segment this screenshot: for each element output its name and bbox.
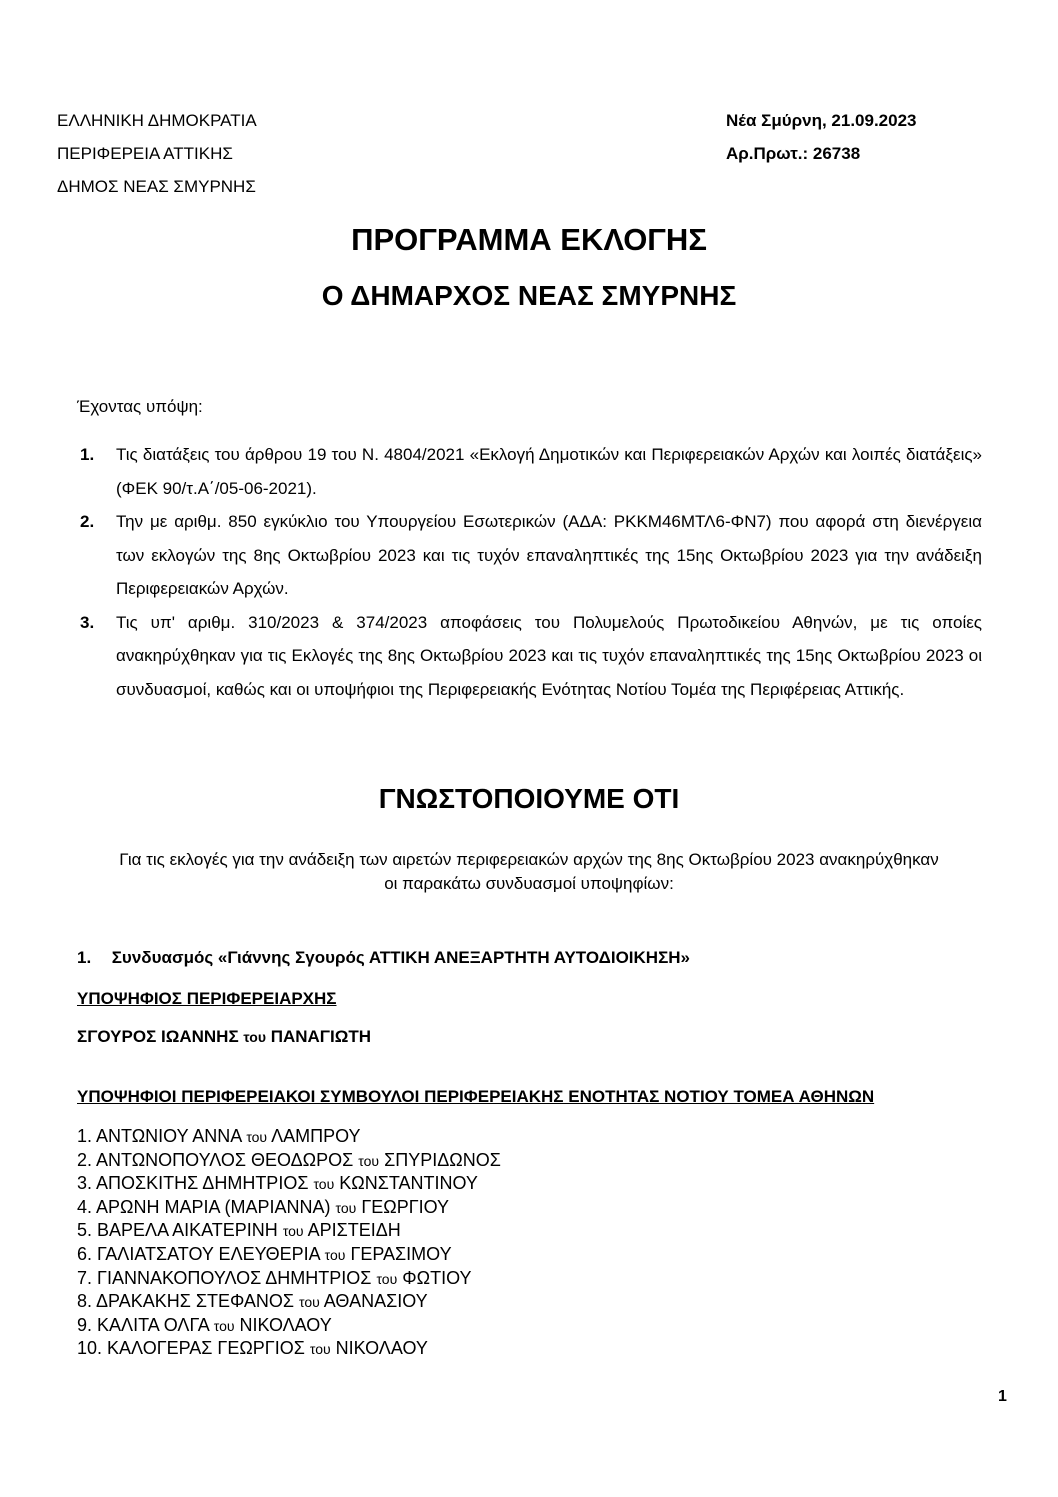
- list-item: [77, 1267, 501, 1291]
- candidate-father: ΓΕΡΑΣΙΜΟΥ: [350, 1243, 452, 1264]
- candidate-name: ΚΑΛΙΤΑ ΟΛΓΑ: [97, 1314, 209, 1335]
- announcement-heading: ΓΝΩΣΤΟΠΟΙΟΥΜΕ ΟΤΙ: [378, 783, 680, 814]
- candidate-tou: του: [309, 1341, 331, 1358]
- candidate-father: ΑΘΑΝΑΣΙΟΥ: [323, 1291, 428, 1312]
- candidate-father: ΦΩΤΙΟΥ: [402, 1267, 472, 1288]
- consideration-number: 1.: [80, 445, 95, 464]
- candidate-father: ΣΠΥΡΙΔΩΝΟΣ: [384, 1149, 501, 1170]
- list-item: [77, 1172, 501, 1196]
- candidate-number: 3.: [77, 1173, 93, 1194]
- candidate-father: ΑΡΙΣΤΕΙΔΗ: [307, 1220, 401, 1241]
- candidate-tou: του: [213, 1317, 235, 1334]
- candidate-number: 9.: [77, 1314, 93, 1335]
- candidate-number: 5.: [77, 1220, 93, 1241]
- candidate-tou: του: [335, 1199, 357, 1216]
- candidate-name: ΑΡΩΝΗ ΜΑΡΙΑ (ΜΑΡΙΑΝΝΑ): [96, 1196, 331, 1217]
- document-meta: [726, 104, 917, 170]
- candidate-father: ΝΙΚΟΛΑΟΥ: [335, 1338, 428, 1359]
- page-number: 1: [998, 1388, 1007, 1405]
- candidate-tou: του: [358, 1152, 380, 1169]
- governor-father: ΠΑΝΑΓΙΩΤΗ: [270, 1027, 372, 1046]
- list-item: [77, 1219, 501, 1243]
- governor-name: ΣΓΟΥΡΟΣ ΙΩΑΝΝΗΣ: [77, 1027, 239, 1046]
- consideration-number: 3.: [80, 612, 95, 632]
- list-item: [77, 1149, 501, 1173]
- candidate-number: 10.: [77, 1338, 103, 1359]
- governor-candidate-name: [77, 1027, 371, 1047]
- candidate-tou: του: [246, 1129, 268, 1145]
- candidate-name: ΔΡΑΚΑΚΗΣ ΣΤΕΦΑΝΟΣ: [96, 1291, 294, 1312]
- consideration-item: [80, 606, 982, 707]
- consideration-item: [80, 505, 982, 606]
- candidate-tou: του: [313, 1176, 335, 1193]
- candidate-name: ΒΑΡΕΛΑ ΑΙΚΑΤΕΡΙΝΗ: [97, 1220, 278, 1241]
- council-candidates-heading: ΥΠΟΨΗΦΙΟΙ ΠΕΡΙΦΕΡΕΙΑΚΟΙ ΣΥΜΒΟΥΛΟΙ ΠΕΡΙΦΕΡΕΙΑΚΗΣ ΕΝΟΤΗΤΑΣ ΝΟΤΙΟΥ ΤΟΜΕΑ ΑΘΗΝΩΝ: [77, 1087, 875, 1106]
- considerations-list: [80, 438, 982, 706]
- candidate-name: ΑΠΟΣΚΙΤΗΣ ΔΗΜΗΤΡΙΟΣ: [96, 1173, 309, 1194]
- candidate-tou: του: [282, 1223, 304, 1240]
- candidate-number: 7.: [77, 1267, 93, 1288]
- candidate-number: 8.: [77, 1291, 93, 1312]
- list-item: [77, 1243, 501, 1267]
- issuer-municipality: ΔΗΜΟΣ ΝΕΑΣ ΣΜΥΡΝΗΣ: [57, 177, 256, 196]
- candidate-name: ΓΙΑΝΝΑΚΟΠΟΥΛΟΣ ΔΗΜΗΤΡΙΟΣ: [97, 1267, 372, 1288]
- candidate-name: ΚΑΛΟΓΕΡΑΣ ΓΕΩΡΓΙΟΣ: [107, 1338, 305, 1359]
- coalition-title: [77, 948, 690, 968]
- candidate-tou: του: [324, 1246, 346, 1263]
- candidate-name: ΓΑΛΙΑΤΣΑΤΟΥ ΕΛΕΥΘΕΡΙΑ: [97, 1243, 320, 1264]
- announcement-line-2: οι παρακάτω συνδυασμοί υποψηφίων:: [384, 874, 674, 893]
- coalition-number: 1.: [77, 948, 92, 967]
- issuer-country: ΕΛΛΗΝΙΚΗ ΔΗΜΟΚΡΑΤΙΑ: [57, 111, 257, 130]
- consideration-text: Την με αριθμ. 850 εγκύκλιο του Υπουργείου Εσωτερικών (ΑΔΑ: ΡΚΚΜ46ΜΤΛ6-ΦΝ7) που αφορά στη διενέργεια των εκλογών της 8ης Οκτωβρίου 2023 και τις τυχόν επαναληπτικές της 15ης Οκτωβρίου 2023 για την ανάδειξη Περιφερειακών Αρχών.: [116, 512, 982, 598]
- candidate-tou: του: [299, 1294, 320, 1311]
- list-item: [77, 1290, 501, 1314]
- protocol-number: Αρ.Πρωτ.: 26738: [726, 144, 861, 163]
- issuer-block: [57, 104, 257, 203]
- issuer-region: ΠΕΡΙΦΕΡΕΙΑ ΑΤΤΙΚΗΣ: [57, 144, 233, 163]
- coalition-name: Συνδυασμός «Γιάννης Σγουρός ΑΤΤΙΚΗ ΑΝΕΞΑΡΤΗΤΗ ΑΥΤΟΔΙΟΙΚΗΣΗ»: [111, 948, 690, 967]
- candidate-name: ΑΝΤΩΝΟΠΟΥΛΟΣ ΘΕΟΔΩΡΟΣ: [96, 1149, 354, 1170]
- document-title: ΠΡΟΓΡΑΜΜΑ ΕΚΛΟΓΗΣ: [351, 222, 707, 257]
- consideration-text: Τις υπ' αριθμ. 310/2023 & 374/2023 αποφάσεις του Πολυμελούς Πρωτοδικείου Αθηνών, με τις οποίες ανακηρύχθηκαν για τις Εκλογές της 8ης Οκτωβρίου 2023 και τις τυχόν επαναληπτικές της 15ης Οκτωβρίου 2023 οι συνδυασμοί, καθώς και οι υποψήφιοι της Περιφερειακής Ενότητας Νοτίου Τομέα της Περιφέρειας Αττικής.: [116, 612, 982, 699]
- candidate-name: ΑΝΤΩΝΙΟΥ ΑΝΝΑ: [96, 1126, 242, 1146]
- governor-tou: του: [243, 1029, 266, 1045]
- candidate-father: ΓΕΩΡΓΙΟΥ: [361, 1196, 450, 1217]
- announcement-text: [0, 848, 1058, 896]
- list-item: [77, 1314, 501, 1338]
- candidate-tou: του: [376, 1270, 398, 1287]
- list-item: [77, 1196, 501, 1220]
- candidate-number: 6.: [77, 1243, 93, 1264]
- candidate-number: 1.: [77, 1126, 93, 1146]
- considerations-intro: Έχοντας υπόψη:: [77, 397, 203, 416]
- list-item: [77, 1125, 501, 1149]
- candidate-father: ΛΑΜΠΡΟΥ: [271, 1126, 361, 1146]
- consideration-text: Τις διατάξεις του άρθρου 19 του Ν. 4804/2021 «Εκλογή Δημοτικών και Περιφερειακών Αρχών και λοιπές διατάξεις» (ΦΕΚ 90/τ.Α΄/05-06-2021).: [116, 445, 982, 498]
- candidate-father: ΚΩΝΣΤΑΝΤΙΝΟΥ: [339, 1173, 478, 1194]
- council-candidates-list: [77, 1125, 501, 1361]
- list-item: [77, 1337, 501, 1361]
- candidate-number: 4.: [77, 1196, 93, 1217]
- candidate-father: ΝΙΚΟΛΑΟΥ: [239, 1314, 332, 1335]
- consideration-number: 2.: [80, 512, 95, 531]
- governor-candidate-heading: ΥΠΟΨΗΦΙΟΣ ΠΕΡΙΦΕΡΕΙΑΡΧΗΣ: [77, 989, 337, 1008]
- candidate-number: 2.: [77, 1149, 93, 1170]
- consideration-item: [80, 438, 982, 505]
- announcement-line-1: Για τις εκλογές για την ανάδειξη των αιρετών περιφερειακών αρχών της 8ης Οκτωβρίου 2023 ανακηρύχθηκαν: [119, 850, 939, 869]
- document-date: Νέα Σμύρνη, 21.09.2023: [726, 111, 917, 130]
- document-subtitle: Ο ΔΗΜΑΡΧΟΣ ΝΕΑΣ ΣΜΥΡΝΗΣ: [321, 280, 737, 311]
